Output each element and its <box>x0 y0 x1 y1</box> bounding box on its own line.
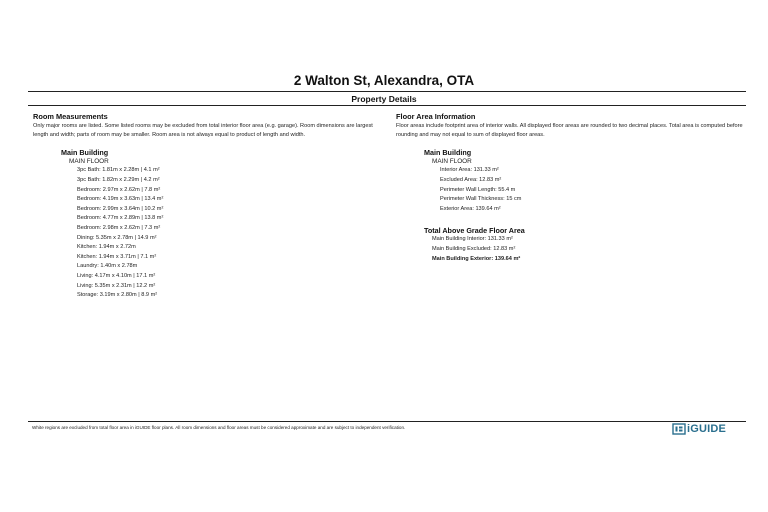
room-list <box>33 166 393 300</box>
room-item: Bedroom: 4.19m x 3.63m | 13.4 m² <box>77 196 164 203</box>
room-item: Dining: 5.35m x 2.78m | 14.9 m² <box>77 234 157 241</box>
room-item: Bedroom: 2.97m x 2.62m | 7.8 m² <box>77 186 161 193</box>
area-item: Perimeter Wall Thickness: 15 cm <box>440 196 522 203</box>
room-item: Kitchen: 1.94m x 2.72m <box>77 244 136 251</box>
total-area-title: Total Above Grade Floor Area <box>424 226 525 236</box>
footer-disclaimer: White regions are excluded from total floor area in iGUIDE floor plans. All room dimensions and floor areas must be considered approximate and are subject to independent verification. <box>32 425 406 430</box>
title-divider <box>28 91 746 92</box>
room-measurements-title: Room Measurements <box>33 112 108 121</box>
page-title: 2 Walton St, Alexandra, OTA <box>293 73 475 88</box>
room-item: 3pc Bath: 1.81m x 2.28m | 4.1 m² <box>77 167 160 174</box>
total-excluded: Main Building Excluded: 12.83 m² <box>432 245 516 252</box>
room-measurements-section <box>33 112 393 301</box>
room-item: Living: 4.17m x 4.10m | 17.1 m² <box>77 272 156 279</box>
room-item: Kitchen: 1.94m x 3.71m | 7.1 m² <box>77 253 157 260</box>
page-subtitle: Property Details <box>351 94 417 104</box>
room-item: Bedroom: 2.99m x 3.64m | 10.2 m² <box>77 205 164 212</box>
area-building-heading: Main Building <box>424 148 472 158</box>
room-item: Laundry: 1.40m x 2.78m <box>77 263 138 270</box>
room-item: Bedroom: 4.77m x 2.89m | 13.8 m² <box>77 215 164 222</box>
area-item: Excluded Area: 12.83 m² <box>440 177 502 183</box>
iguide-logo-text: iGUIDE <box>687 423 727 435</box>
area-item: Interior Area: 131.33 m² <box>440 167 499 174</box>
floor-area-description: Floor areas include footprint area of interior walls. All displayed floor areas are rounded to two decimal places. Total area is computed before rounding and may not equal to sum of displayed floor areas. <box>396 123 743 139</box>
total-interior: Main Building Interior: 131.33 m² <box>432 236 513 243</box>
floor-area-section <box>396 112 756 264</box>
subtitle-divider <box>28 105 746 106</box>
area-item: Perimeter Wall Length: 55.4 m <box>440 186 516 193</box>
area-list <box>396 166 756 214</box>
area-floor-heading: MAIN FLOOR <box>432 158 472 166</box>
footer-divider <box>28 421 746 422</box>
iguide-logo-icon <box>672 423 686 435</box>
total-exterior: Main Building Exterior: 139.64 m² <box>432 255 521 262</box>
area-item: Exterior Area: 139.64 m² <box>440 205 501 212</box>
room-building-heading: Main Building <box>61 148 109 158</box>
room-item: 3pc Bath: 1.82m x 2.29m | 4.2 m² <box>77 177 160 183</box>
room-measurements-description: Only major rooms are listed. Some listed rooms may be excluded from total interior floor area (e.g. garage). Room dimensions are largest length and width; parts of room may be smaller. Room area is not always equal to product of length and width. <box>33 123 373 139</box>
room-item: Bedroom: 2.98m x 2.62m | 7.3 m² <box>77 224 161 231</box>
iguide-logo <box>672 422 726 436</box>
floor-area-title: Floor Area Information <box>396 112 476 121</box>
room-item: Storage: 3.19m x 2.80m | 8.9 m² <box>77 292 158 299</box>
room-floor-heading: MAIN FLOOR <box>69 158 109 166</box>
room-item: Living: 5.35m x 2.31m | 12.2 m² <box>77 282 156 289</box>
